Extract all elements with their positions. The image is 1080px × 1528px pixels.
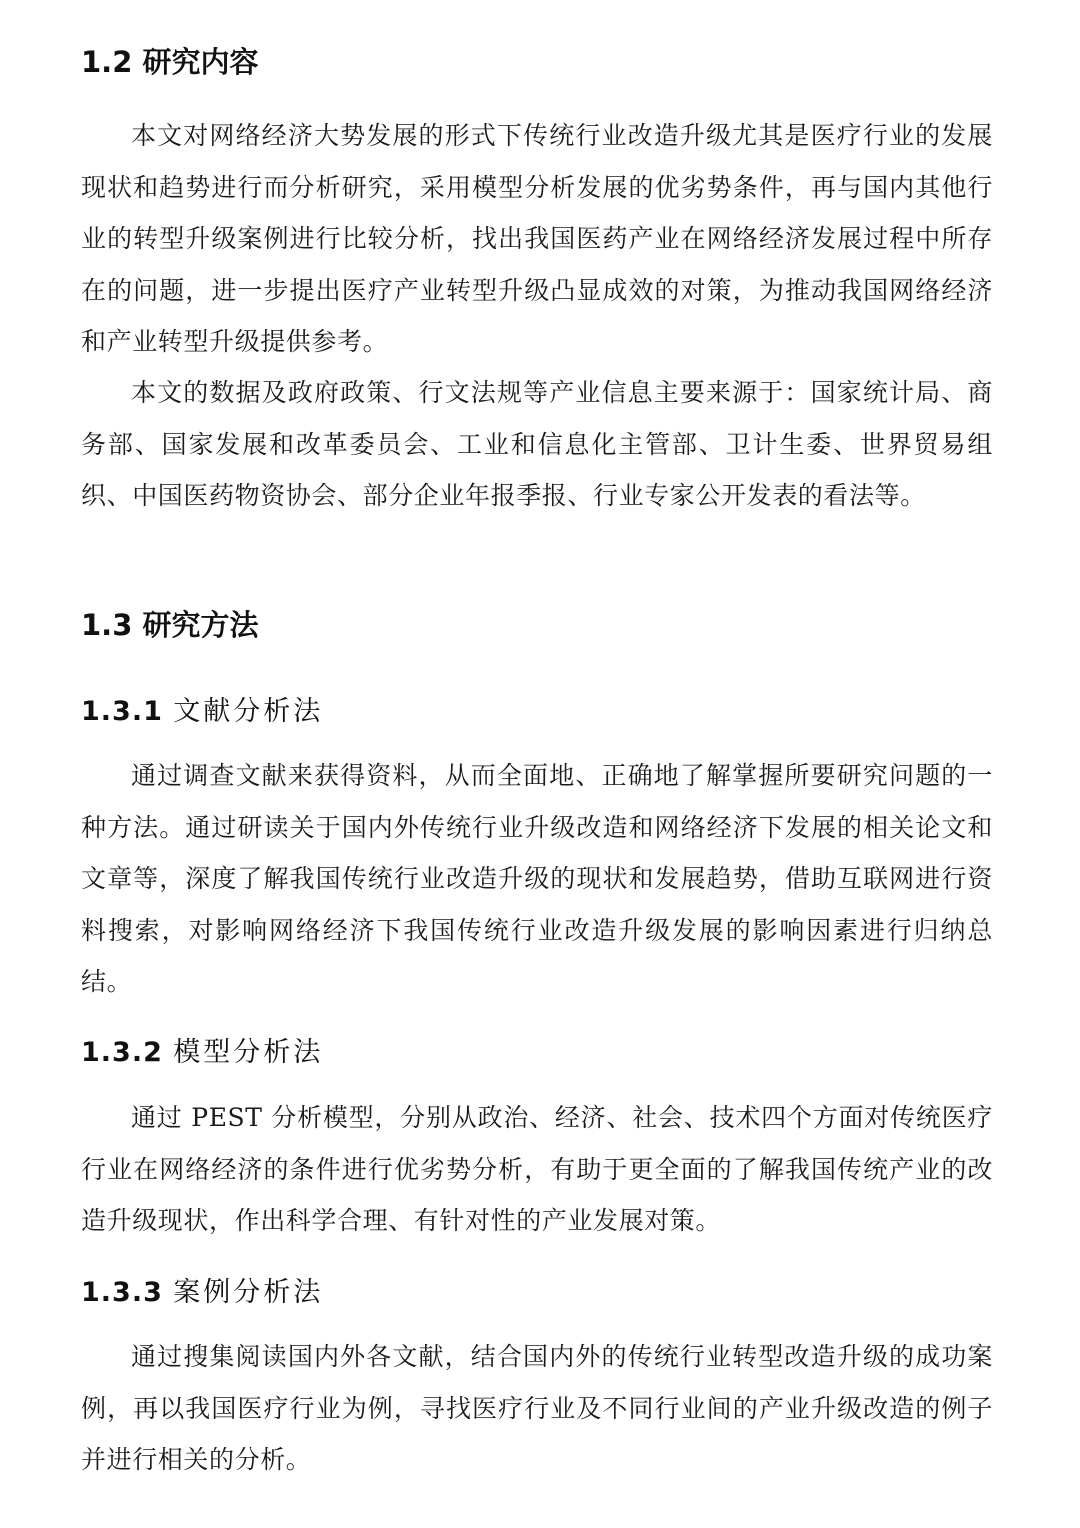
paragraph-research-content: 本文对网络经济大势发展的形式下传统行业改造升级尤其是医疗行业的发展现状和趋势进行而分析研究，采用模型分析发展的优劣势条件，再与国内其他行业的转型升级案例进行比较分析，找出我国医药产业在网络经济发展过程中所存在的问题，进一步提出医疗产业转型升级凸显成效的对策，为推动我国网络经济和产业转型升级提供参考。: [81, 121, 993, 356]
subsection-heading-1-3-3: [81, 1270, 323, 1309]
section-heading-1-3: 1.3 研究方法: [81, 608, 259, 642]
subsection-heading-1-3-2: [81, 1030, 323, 1069]
subsection-heading-1-3-1: [81, 689, 323, 728]
subsection-number: 1.3.2: [81, 1037, 163, 1068]
section-heading-1-2: 1.2 研究内容: [81, 45, 259, 79]
paragraph-case-analysis: 通过搜集阅读国内外各文献，结合国内外的传统行业转型改造升级的成功案例，再以我国医疗行业为例，寻找医疗行业及不同行业间的产业升级改造的例子并进行相关的分析。: [81, 1342, 993, 1474]
subsection-number: 1.3.1: [81, 696, 163, 727]
paragraph-data-sources: 本文的数据及政府政策、行文法规等产业信息主要来源于：国家统计局、商务部、国家发展和改革委员会、工业和信息化主管部、卫计生委、世界贸易组织、中国医药物资协会、部分企业年报季报、行业专家公开发表的看法等。: [81, 378, 993, 510]
subsection-title: 案例分析法: [173, 1277, 324, 1308]
paragraph-model-analysis: 通过 PEST 分析模型，分别从政治、经济、社会、技术四个方面对传统医疗行业在网络经济的条件进行优劣势分析，有助于更全面的了解我国传统产业的改造升级现状，作出科学合理、有针对性的产业发展对策。: [81, 1103, 993, 1235]
paragraph-literature-analysis: 通过调查文献来获得资料，从而全面地、正确地了解掌握所要研究问题的一种方法。通过研读关于国内外传统行业升级改造和网络经济下发展的相关论文和文章等，深度了解我国传统行业改造升级的现状和发展趋势，借助互联网进行资料搜索，对影响网络经济下我国传统行业改造升级发展的影响因素进行归纳总结。: [81, 761, 993, 996]
subsection-title: 文献分析法: [173, 696, 324, 727]
subsection-number: 1.3.3: [81, 1277, 163, 1308]
subsection-title: 模型分析法: [173, 1037, 324, 1068]
